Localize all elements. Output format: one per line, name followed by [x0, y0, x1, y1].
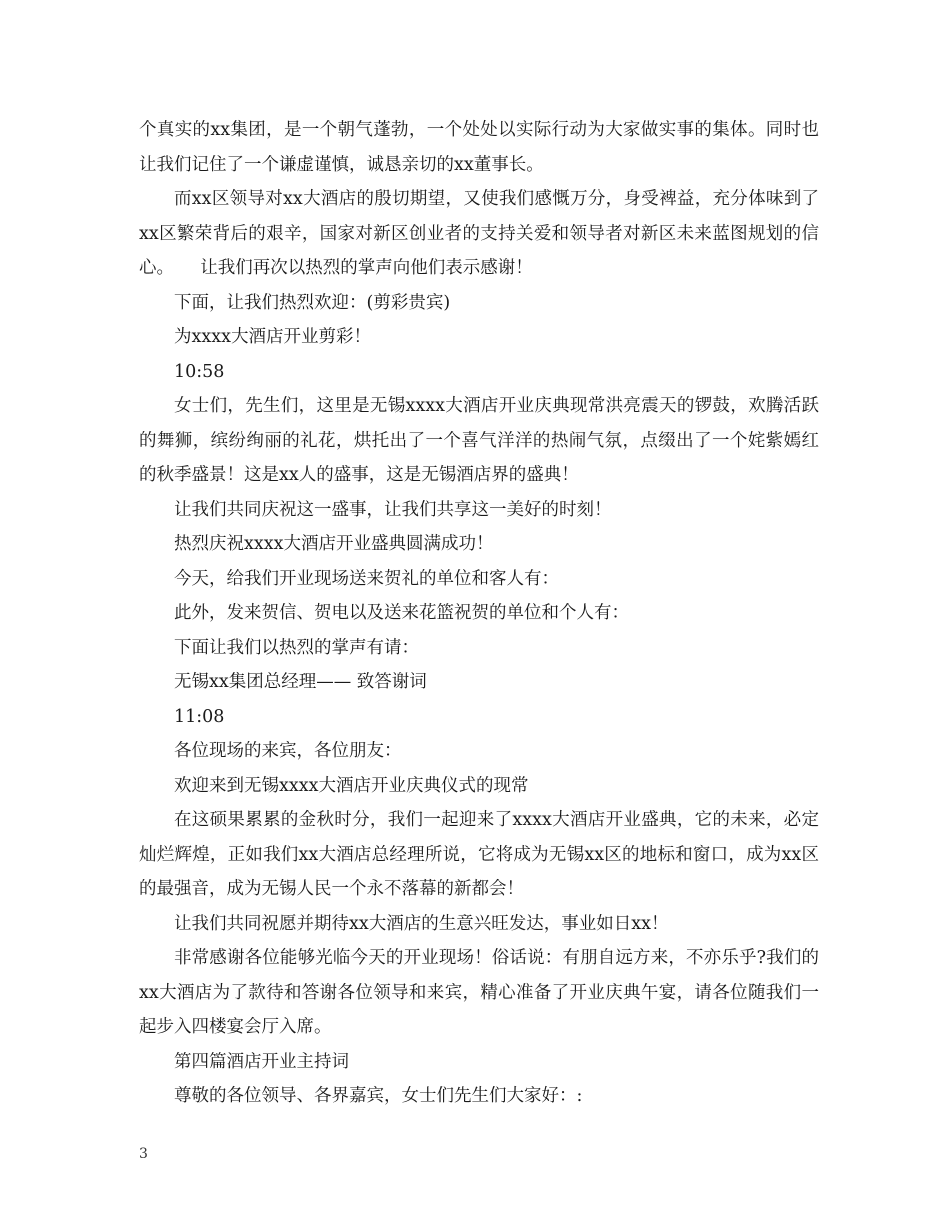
paragraph: 非常感谢各位能够光临今天的开业现场！俗话说：有朋自远方来，不亦乐乎?我们的xx大酒店为了款待和答谢各位领导和来宾，精心准备了开业庆典午宴，请各位随我们一起步入四楼宴会厅入席。: [139, 948, 819, 1037]
paragraph: 热烈庆祝xxxx大酒店开业盛典圆满成功！: [174, 534, 494, 554]
paragraph: 各位现场的来宾，各位朋友：: [174, 741, 402, 761]
paragraph: 今天，给我们开业现场送来贺礼的单位和客人有：: [174, 568, 559, 589]
paragraph: 下面，让我们热烈欢迎：(剪彩贵宾): [174, 292, 451, 313]
paragraph-time: 11:08: [174, 706, 225, 727]
paragraph: 无锡xx集团总经理—— 致答谢词: [174, 672, 427, 692]
paragraph: 在这硕果累累的金秋时分，我们一起迎来了xxxx大酒店开业盛典，它的未来，必定灿烂辉煌，正如我们xx大酒店总经理所说，它将成为无锡xx区的地标和窗口，成为xx区的最强音，成为无锡人民一个永不落幕的新都会！: [139, 810, 819, 899]
paragraph: 此外，发来贺信、贺电以及送来花篮祝贺的单位和个人有：: [174, 603, 629, 623]
paragraph: 而xx区领导对xx大酒店的殷切期望，又使我们感慨万分，身受裨益，充分体味到了xx区繁荣背后的艰辛，国家对新区创业者的支持关爱和领导者对新区未来蓝图规划的信心。 让我们再次以热烈的掌声向他们表示感谢！: [139, 189, 819, 278]
paragraph: 让我们共同祝愿并期待xx大酒店的生意兴旺发达，事业如日xx！: [174, 913, 669, 934]
paragraph: 下面让我们以热烈的掌声有请：: [174, 637, 419, 658]
paragraph: 为xxxx大酒店开业剪彩！: [174, 327, 371, 347]
page-number: 3: [139, 1146, 148, 1162]
paragraph-time: 10:58: [174, 361, 225, 382]
paragraph: 欢迎来到无锡xxxx大酒店开业庆典仪式的现常: [174, 775, 529, 796]
section-heading: 第四篇酒店开业主持词: [174, 1051, 349, 1072]
paragraph: 让我们共同庆祝这一盛事，让我们共享这一美好的时刻！: [174, 499, 612, 520]
paragraph: 尊敬的各位领导、各界嘉宾，女士们先生们大家好：:: [174, 1086, 583, 1106]
paragraph: 女士们，先生们，这里是无锡xxxx大酒店开业庆典现常洪亮震天的锣鼓，欢腾活跃的舞狮，缤纷绚丽的礼花，烘托出了一个喜气洋洋的热闹气氛，点缀出了一个姹紫嫣红的秋季盛景！这是xx人的盛事，这是无锡酒店界的盛典！: [139, 396, 819, 485]
paragraph-continued: 个真实的xx集团，是一个朝气蓬勃，一个处处以实际行动为大家做实事的集体。同时也让我们记住了一个谦虚谨慎，诚恳亲切的xx董事长。: [139, 120, 819, 175]
document-body: [139, 113, 819, 1114]
